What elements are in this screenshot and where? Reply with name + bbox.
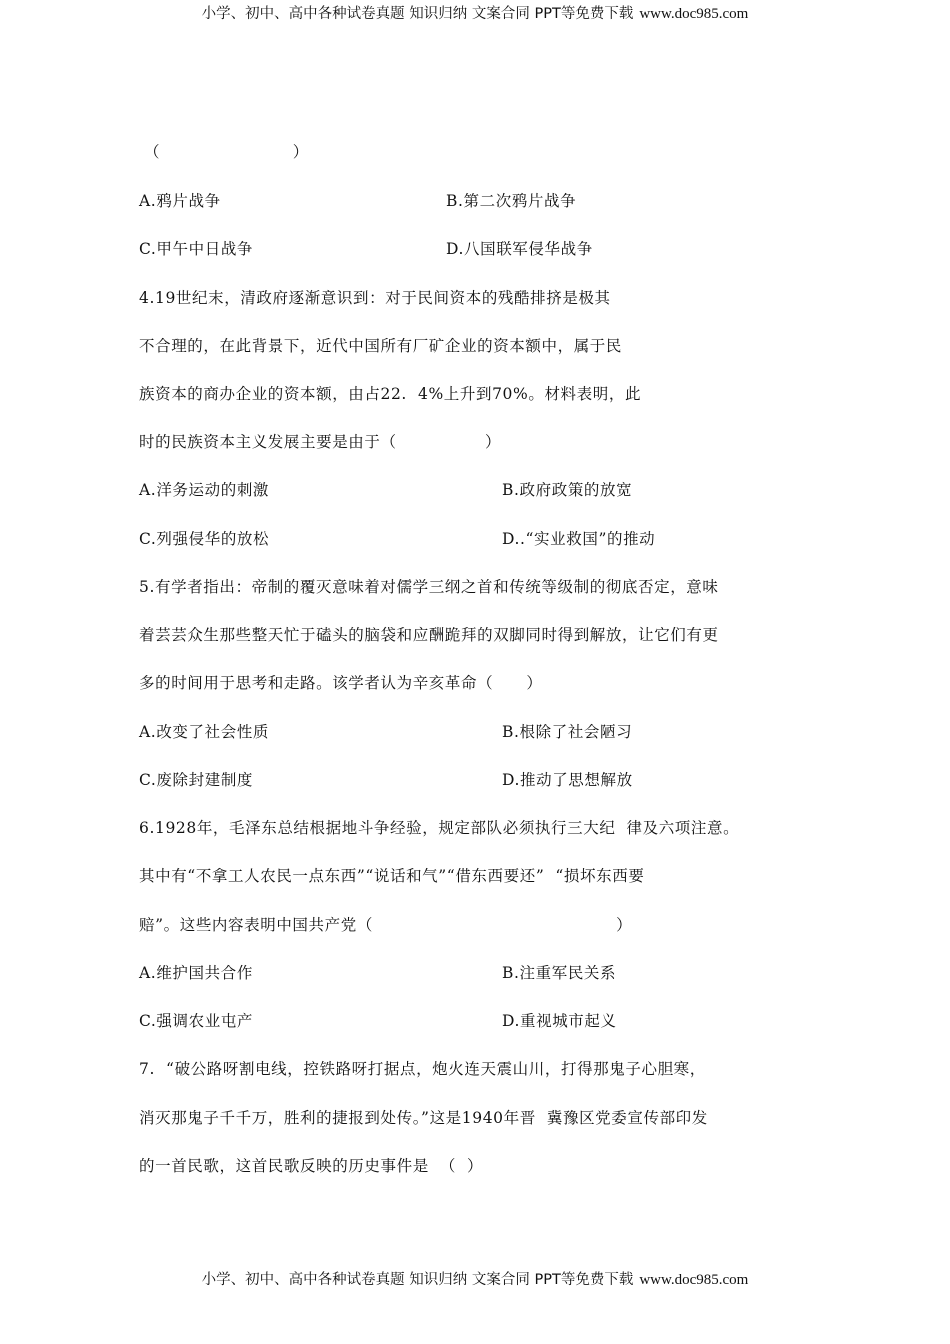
q4-option-b: B.政府政策的放宽 [502, 481, 633, 499]
q4-option-a: A.洋务运动的刺激 [139, 481, 270, 499]
q6-option-b: B.注重军民关系 [502, 964, 617, 982]
q4-option-d: D..“实业救国”的推动 [502, 530, 656, 548]
q4-stem-line-4: 时的民族资本主义发展主要是由于（ ） [139, 433, 502, 451]
q6-stem-line-1: 6.1928年，毛泽东总结根据地斗争经验，规定部队必须执行三大纪 律及六项注意。 [139, 819, 740, 837]
footer-text: 小学、初中、高中各种试卷真题 知识归纳 文案合同 PPT等免费下载 [201, 1272, 634, 1288]
q4-option-c: C.列强侵华的放松 [139, 530, 270, 548]
header-text: 小学、初中、高中各种试卷真题 知识归纳 文案合同 PPT等免费下载 [201, 6, 634, 22]
q7-stem-line-1: 7. “破公路呀割电线，控铁路呀打据点，炮火连天震山川，打得那鬼子心胆寒， [139, 1060, 706, 1078]
q6-option-a: A.维护国共合作 [139, 964, 253, 982]
q6-stem-line-3: 赔”。这些内容表明中国共产党（ ） [139, 916, 633, 934]
q6-stem-line-2: 其中有“不拿工人农民一点东西”“说话和气”“借东西要还” “损坏东西要 [139, 867, 645, 885]
q5-stem-line-3: 多的时间用于思考和走路。该学者认为辛亥革命（ ） [139, 674, 543, 692]
q7-stem-line-2: 消灭那鬼子千千万，胜利的捷报到处传。”这是1940年晋 冀豫区党委宣传部印发 [139, 1109, 708, 1127]
q4-stem-line-1: 4.19世纪末，清政府逐渐意识到：对于民间资本的残酷排挤是极其 [139, 289, 611, 307]
q5-option-c: C.废除封建制度 [139, 771, 254, 789]
q3-option-a: A.鸦片战争 [139, 192, 221, 210]
footer-site: www.doc985.com [639, 1272, 749, 1288]
page-footer [0, 1268, 950, 1289]
q4-stem-line-2: 不合理的，在此背景下，近代中国所有厂矿企业的资本额中，属于民 [139, 337, 623, 355]
q5-stem-line-2: 着芸芸众生那些整天忙于磕头的脑袋和应酬跪拜的双脚同时得到解放，让它们有更 [139, 626, 719, 644]
q6-option-c: C.强调农业屯产 [139, 1012, 254, 1030]
q5-option-d: D.推动了思想解放 [502, 771, 633, 789]
page-header [0, 2, 950, 23]
q4-stem-line-3: 族资本的商办企业的资本额，由占22. 4%上升到70%。材料表明，此 [139, 385, 642, 403]
q5-option-b: B.根除了社会陋习 [502, 723, 633, 741]
q3-option-c: C.甲午中日战争 [139, 240, 254, 258]
q5-stem-line-1: 5.有学者指出：帝制的覆灭意味着对儒学三纲之首和传统等级制的彻底否定，意味 [139, 578, 719, 596]
q7-stem-line-3: 的一首民歌，这首民歌反映的历史事件是 （ ） [139, 1157, 484, 1175]
q3-option-d: D.八国联军侵华战争 [446, 240, 593, 258]
q6-option-d: D.重视城市起义 [502, 1012, 617, 1030]
header-site: www.doc985.com [639, 6, 749, 22]
q3-option-b: B.第二次鸦片战争 [446, 192, 577, 210]
q3-answer-paren: （ ） [144, 143, 309, 161]
q5-option-a: A.改变了社会性质 [139, 723, 270, 741]
